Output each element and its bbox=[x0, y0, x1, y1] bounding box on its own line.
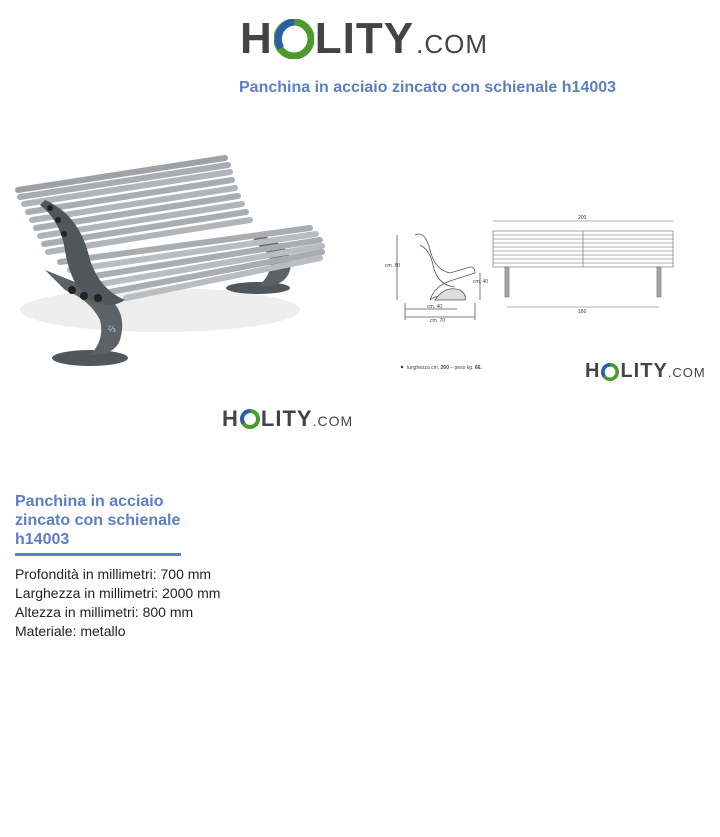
svg-text:lunghezza cm. 200 – pe bbox=[407, 365, 482, 371]
dim-depth-seat: cm. 40 bbox=[427, 304, 443, 310]
dim-inner-width: 186 bbox=[578, 309, 587, 315]
note-length: 200 bbox=[440, 365, 449, 371]
note-mid: – peso kg. bbox=[450, 365, 474, 371]
bench-photo bbox=[10, 140, 330, 370]
dim-total-width: 200 bbox=[578, 215, 587, 221]
note-prefix: lunghezza cm. bbox=[407, 365, 440, 371]
logo-text-h: H bbox=[222, 406, 239, 431]
technical-drawing bbox=[375, 205, 705, 385]
logo-text-lity: LITY bbox=[620, 360, 668, 382]
product-specs bbox=[15, 565, 220, 641]
spec-width: Larghezza in millimetri: 2000 mm bbox=[15, 585, 221, 601]
photo-brand-logo bbox=[222, 406, 353, 432]
product-name-underline bbox=[15, 553, 181, 556]
drawing-brand-logo bbox=[585, 360, 706, 383]
note-weight: 66. bbox=[474, 365, 482, 371]
dim-seat-height: cm. 40 bbox=[473, 279, 489, 285]
logo-suffix: .COM bbox=[667, 365, 706, 380]
svg-text:⅔: ⅔ bbox=[108, 324, 116, 334]
logo-text-h: H bbox=[585, 360, 601, 382]
spec-material: Materiale: metallo bbox=[15, 623, 126, 639]
spec-height: Altezza in millimetri: 800 mm bbox=[15, 604, 194, 620]
spec-depth: Profondità in millimetri: 700 mm bbox=[15, 566, 212, 582]
logo-o-icon bbox=[274, 19, 314, 59]
logo-o-icon bbox=[240, 409, 260, 429]
logo-suffix: .COM bbox=[416, 29, 488, 59]
logo-o-icon bbox=[601, 363, 619, 381]
page-title: Panchina in acciaio zincato con schienale h14003 bbox=[239, 79, 617, 96]
logo-suffix: .COM bbox=[312, 413, 354, 429]
dim-depth-total: cm. 70 bbox=[430, 318, 446, 324]
brand-logo[interactable] bbox=[240, 14, 488, 64]
logo-text-lity: LITY bbox=[314, 14, 415, 63]
product-name: Panchina in acciaio zincato con schienale h14003 bbox=[15, 493, 181, 548]
dim-height: cm. 80 bbox=[385, 263, 401, 269]
logo-text-lity: LITY bbox=[260, 406, 313, 431]
logo-text-h: H bbox=[240, 14, 273, 63]
